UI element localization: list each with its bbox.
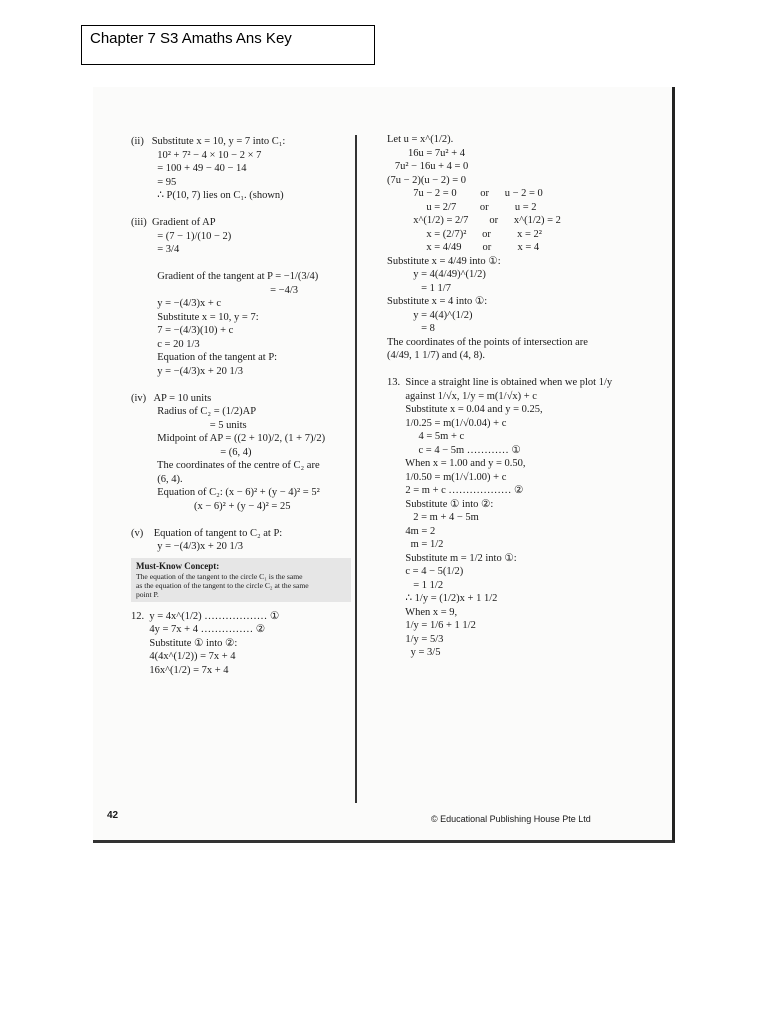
must-know-line: as the equation of the tangent to the circle C₂ at the same — [136, 580, 309, 590]
solution-line: 4m = 2 — [387, 525, 436, 537]
solution-line: Substitute x = 10, y = 7: — [131, 311, 259, 323]
solution-line: 1/0.50 = m(1/√1.00) + c — [387, 471, 507, 483]
solution-line: c = 20 1/3 — [131, 338, 200, 350]
solution-line: (4/49, 1 1/7) and (4, 8). — [387, 350, 485, 361]
solution-line: Let u = x^(1/2). — [387, 134, 454, 145]
solution-line: (iv) AP = 10 units — [131, 392, 212, 404]
solution-line: (x − 6)² + (y − 4)² = 25 — [131, 500, 291, 512]
solution-line: y = −(4/3)x + 20 1/3 — [131, 365, 243, 377]
question-12-solution — [131, 610, 351, 678]
solution-line: x^(1/2) = 2/7 or x^(1/2) = 2 — [387, 215, 561, 226]
solution-line: 1/y = 5/3 — [387, 633, 444, 645]
solution-line: m = 1/2 — [387, 539, 444, 550]
solution-line: 1/0.25 = m(1/√0.04) + c — [387, 417, 507, 429]
solution-line: c = 4 − 5m ………… ① — [387, 444, 521, 456]
solution-line: 7u − 2 = 0 or u − 2 = 0 — [387, 188, 543, 199]
solution-line: Substitute x = 0.04 and y = 0.25, — [387, 404, 543, 415]
solution-line: 4 = 5m + c — [387, 431, 465, 442]
solution-line: Equation of the tangent at P: — [131, 352, 278, 363]
right-solution-lines — [387, 133, 667, 660]
must-know-title: Must-Know Concept: — [136, 560, 220, 571]
solution-line: (7u − 2)(u − 2) = 0 — [387, 174, 467, 186]
solution-line: 16u = 7u² + 4 — [387, 147, 465, 159]
solution-line: = 3/4 — [131, 244, 180, 255]
solution-line: against 1/√x, 1/y = m(1/√x) + c — [387, 390, 537, 402]
scanned-page — [93, 87, 675, 843]
solution-line: When x = 9, — [387, 606, 458, 618]
solution-line: (iii) Gradient of AP — [131, 217, 216, 228]
solution-line: = 95 — [131, 176, 177, 188]
q12-line: 12. y = 4x^(1/2) ……………… ① — [131, 610, 280, 622]
solution-line: = 100 + 49 − 40 − 14 — [131, 163, 247, 174]
solution-line: ∴ P(10, 7) lies on C₁. (shown) — [131, 190, 284, 201]
solution-line: Radius of C₂ = (1/2)AP — [131, 406, 257, 417]
solution-line — [131, 203, 351, 217]
copyright-notice: © Educational Publishing House Pte Ltd — [431, 814, 591, 824]
solution-line: 7 = −(4/3)(10) + c — [131, 325, 234, 336]
solution-line: y = −(4/3)x + 20 1/3 — [131, 541, 243, 552]
must-know-line: The equation of the tangent to the circle C₁ is the same — [136, 571, 303, 581]
solution-line: = (7 − 1)/(10 − 2) — [131, 230, 232, 242]
solution-line — [131, 378, 351, 392]
solution-line: (6, 4). — [131, 473, 183, 485]
solution-line: = −4/3 — [131, 284, 299, 296]
solution-line: = 1 1/2 — [387, 579, 444, 591]
solution-line: 1/y = 1/6 + 1 1/2 — [387, 620, 476, 631]
solution-line: y = 3/5 — [387, 647, 441, 658]
solution-line: Substitute x = 4 into ①: — [387, 296, 488, 307]
solution-line: Midpoint of AP = ((2 + 10)/2, (1 + 7)/2) — [131, 433, 326, 444]
solution-line: 2 = m + c ……………… ② — [387, 485, 524, 496]
must-know-concept-box — [131, 558, 351, 602]
solution-line: Substitute x = 4/49 into ①: — [387, 255, 501, 267]
document-title-box — [81, 25, 375, 65]
solution-line: The coordinates of the points of intersection are — [387, 336, 588, 348]
solution-line: Equation of C₂: (x − 6)² + (y − 4)² = 5² — [131, 487, 320, 498]
q12-line: 4(4x^(1/2)) = 7x + 4 — [131, 651, 236, 662]
page-number: 42 — [107, 810, 119, 821]
solution-line: When x = 1.00 and y = 0.50, — [387, 458, 526, 469]
solution-line: = (6, 4) — [131, 446, 252, 458]
solution-line: u = 2/7 or u = 2 — [387, 201, 537, 213]
left-column — [131, 135, 351, 677]
solution-line: y = 4(4/49)^(1/2) — [387, 269, 486, 280]
solution-line: 13. Since a straight line is obtained when we plot 1/y — [387, 377, 613, 388]
solution-line: = 5 units — [131, 419, 247, 431]
document-title: Chapter 7 S3 Amaths Ans Key — [90, 30, 292, 47]
solution-line: c = 4 − 5(1/2) — [387, 566, 464, 577]
solution-line — [387, 363, 667, 377]
solution-line: x = (2/7)² or x = 2² — [387, 228, 542, 240]
q12-line: 16x^(1/2) = 7x + 4 — [131, 664, 229, 676]
solution-line — [131, 257, 351, 271]
solution-line: ∴ 1/y = (1/2)x + 1 1/2 — [387, 593, 498, 604]
solution-line: = 1 1/7 — [387, 282, 451, 294]
solution-line — [131, 513, 351, 527]
q12-line: Substitute ① into ②: — [131, 637, 238, 649]
q12-line: 4y = 7x + 4 …………… ② — [131, 624, 266, 635]
solution-line: (ii) Substitute x = 10, y = 7 into C₁: — [131, 136, 286, 147]
must-know-line: point P. — [136, 589, 159, 599]
solution-line: Gradient of the tangent at P = −1/(3/4) — [131, 271, 319, 282]
left-solution-lines — [131, 135, 351, 554]
solution-line: Substitute m = 1/2 into ①: — [387, 552, 517, 564]
solution-line: (v) Equation of tangent to C₂ at P: — [131, 527, 283, 539]
solution-line: 7u² − 16u + 4 = 0 — [387, 161, 469, 172]
solution-line: y = 4(4)^(1/2) — [387, 309, 473, 321]
solution-line: = 8 — [387, 323, 435, 334]
solution-line: x = 4/49 or x = 4 — [387, 242, 540, 253]
solution-line: 10² + 7² − 4 × 10 − 2 × 7 — [131, 149, 262, 161]
solution-line: Substitute ① into ②: — [387, 498, 494, 510]
column-divider — [355, 135, 357, 803]
solution-line: y = −(4/3)x + c — [131, 298, 222, 309]
solution-line: The coordinates of the centre of C₂ are — [131, 460, 320, 471]
solution-line: 2 = m + 4 − 5m — [387, 512, 479, 523]
right-column — [387, 133, 667, 660]
